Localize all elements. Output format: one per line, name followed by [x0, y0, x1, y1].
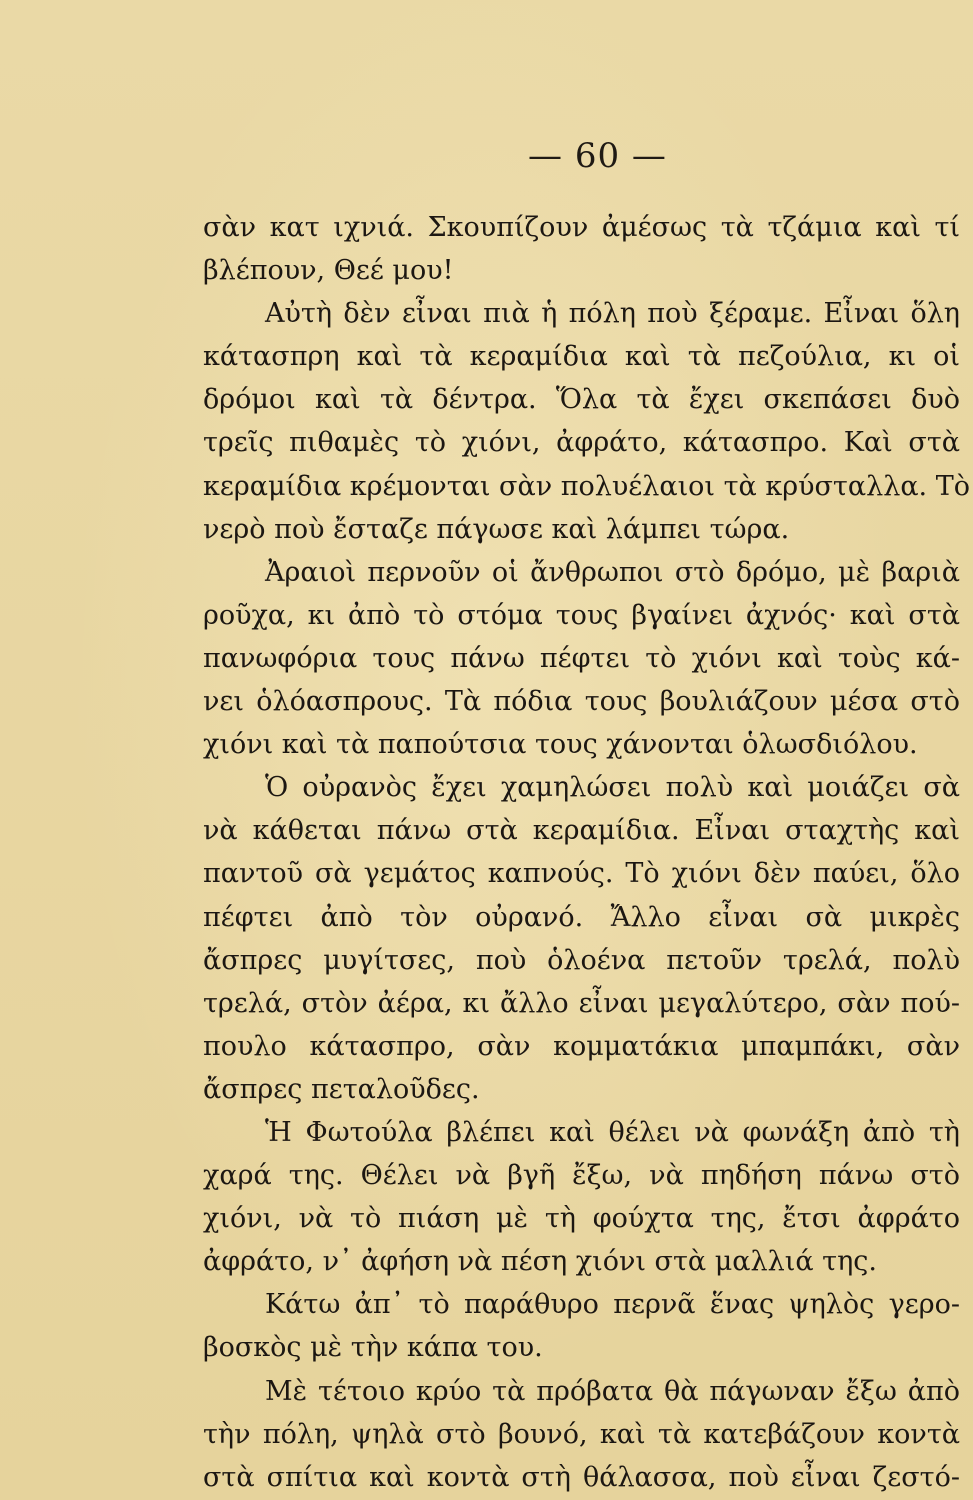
- text-line: πουλο κάτασπρο, σὰν κομματάκια μπαμπάκι, σὰν: [203, 1030, 960, 1062]
- text-line: χαρά της. Θέλει νὰ βγῆ ἔξω, νὰ πηδήση πάνω στὸ: [203, 1160, 960, 1192]
- text-line: βοσκὸς μὲ τὴν κάπα του.: [203, 1332, 543, 1364]
- text-line: τρεῖς πιθαμὲς τὸ χιόνι, ἀφράτο, κάτασπρο. Καὶ στὰ: [203, 427, 960, 459]
- paragraph-start-line: Αὐτὴ δὲν εἶναι πιὰ ἡ πόλη ποὺ ξέραμε. Εἶναι ὅλη: [265, 298, 960, 330]
- text-line: ἄσπρες μυγίτσες, ποὺ ὁλοένα πετοῦν τρελά, πολὺ: [203, 944, 960, 976]
- paragraph-start-line: Ὁ οὐρανὸς ἔχει χαμηλώσει πολὺ καὶ μοιάζει σὰ: [265, 772, 960, 804]
- text-line: κάτασπρη καὶ τὰ κεραμίδια καὶ τὰ πεζούλια, κι οἱ: [203, 341, 960, 373]
- text-line: βλέπουν, Θεέ μου!: [203, 255, 454, 287]
- paragraph-start-line: Κάτω ἀπ᾽ τὸ παράθυρο περνᾶ ἕνας ψηλὸς γερο-: [265, 1289, 960, 1321]
- text-line: χιόνι, νὰ τὸ πιάση μὲ τὴ φούχτα της, ἔτσι ἀφράτο: [203, 1203, 960, 1235]
- text-line: νὰ κάθεται πάνω στὰ κεραμίδια. Εἶναι σταχτὴς καὶ: [203, 815, 960, 847]
- text-line: κεραμίδια κρέμονται σὰν πολυέλαιοι τὰ κρύσταλλα. Τὸ: [203, 470, 970, 502]
- text-line: νερὸ ποὺ ἔσταζε πάγωσε καὶ λάμπει τώρα.: [203, 513, 790, 545]
- text-line: ἄσπρες πεταλοῦδες.: [203, 1073, 480, 1105]
- paragraph-start-line: Μὲ τέτοιο κρύο τὰ πρόβατα θὰ πάγωναν ἔξω ἀπὸ: [265, 1375, 960, 1407]
- text-line: χιόνι καὶ τὰ παπούτσια τους χάνονται ὁλωσδιόλου.: [203, 729, 918, 761]
- text-line: σὰν κατ ιχνιά. Σκουπίζουν ἀμέσως τὰ τζάμια καὶ τί: [203, 212, 960, 243]
- text-line: νει ὁλόασπρους. Τὰ πόδια τους βουλιάζουν μέσα στὸ: [203, 686, 960, 718]
- page-number: — 60 —: [528, 136, 667, 176]
- text-line: πανωφόρια τους πάνω πέφτει τὸ χιόνι καὶ τοὺς κά-: [203, 642, 960, 674]
- text-line: ἀφράτο, ν᾽ ἀφήση νὰ πέση χιόνι στὰ μαλλιά της.: [203, 1246, 877, 1278]
- paragraph-start-line: Ἀραιοὶ περνοῦν οἱ ἄνθρωποι στὸ δρόμο, μὲ βαριὰ: [265, 556, 960, 588]
- paragraph-start-line: Ἡ Φωτούλα βλέπει καὶ θέλει νὰ φωνάξη ἀπὸ τὴ: [265, 1116, 960, 1148]
- text-line: τὴν πόλη, ψηλὰ στὸ βουνό, καὶ τὰ κατεβάζουν κοντὰ: [203, 1418, 960, 1450]
- text-line: πέφτει ἀπὸ τὸν οὐρανό. Ἄλλο εἶναι σὰ μικρὲς: [203, 901, 960, 933]
- text-line: στὰ σπίτια καὶ κοντὰ στὴ θάλασσα, ποὺ εἶναι ζεστό-: [203, 1461, 960, 1493]
- text-line: τρελά, στὸν ἀέρα, κι ἄλλο εἶναι μεγαλύτερο, σὰν πού-: [203, 987, 960, 1019]
- body-text: [203, 206, 970, 1499]
- text-line: δρόμοι καὶ τὰ δέντρα. Ὅλα τὰ ἔχει σκεπάσει δυὸ: [203, 384, 960, 416]
- text-line: παντοῦ σὰ γεμάτος καπνούς. Τὸ χιόνι δὲν παύει, ὅλο: [203, 858, 960, 890]
- text-line: ροῦχα, κι ἀπὸ τὸ στόμα τους βγαίνει ἀχνός· καὶ στὰ: [203, 599, 960, 631]
